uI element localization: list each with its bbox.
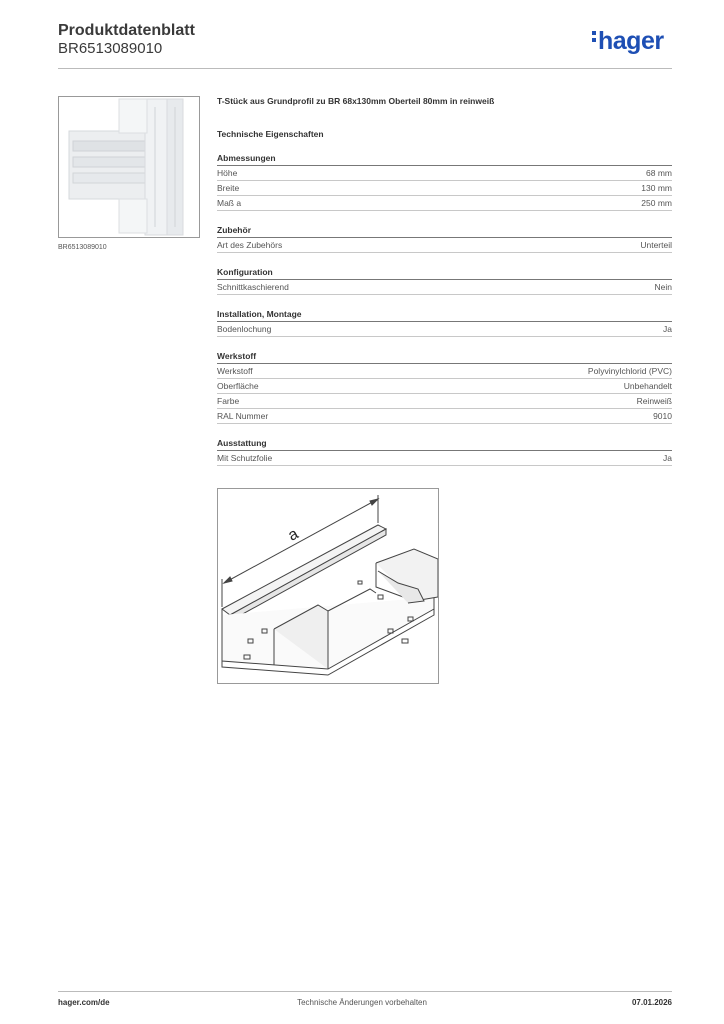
header-divider: [58, 68, 672, 69]
logo-text: hager: [598, 27, 664, 55]
spec-section-title: Abmessungen: [217, 153, 672, 166]
spec-value: 250 mm: [641, 198, 672, 208]
spec-label: Bodenlochung: [217, 324, 272, 334]
spec-section: [217, 438, 672, 466]
spec-section-title: Zubehör: [217, 225, 672, 238]
spec-label: Art des Zubehörs: [217, 240, 283, 250]
product-title: T-Stück aus Grundprofil zu BR 68x130mm Oberteil 80mm in reinweiß: [217, 96, 495, 106]
spec-row: [217, 196, 672, 211]
spec-section: [217, 309, 672, 337]
spec-section-title: Konfiguration: [217, 267, 672, 280]
spec-value: 68 mm: [646, 168, 672, 178]
spec-section-title: Installation, Montage: [217, 309, 672, 322]
hager-logo: [592, 27, 664, 56]
logo-dots-icon: [592, 31, 596, 45]
spec-section-title: Ausstattung: [217, 438, 672, 451]
spec-row: [217, 181, 672, 196]
spec-value: Polyvinylchlorid (PVC): [587, 366, 672, 376]
spec-label: Schnittkaschierend: [217, 282, 289, 292]
image-caption: BR6513089010: [58, 244, 107, 251]
spec-label: Breite: [217, 183, 240, 193]
product-details: [217, 96, 672, 497]
footer-disclaimer: Technische Änderungen vorbehalten: [297, 998, 427, 1007]
spec-label: Werkstoff: [217, 366, 253, 376]
spec-label: Farbe: [217, 396, 240, 406]
spec-section: [217, 351, 672, 424]
spec-section: [217, 225, 672, 253]
spec-value: 9010: [653, 411, 672, 421]
technical-properties-heading: Technische Eigenschaften: [217, 129, 324, 139]
spec-row: [217, 322, 672, 337]
footer-divider: [58, 991, 672, 992]
footer-website: hager.com/de: [58, 998, 110, 1007]
spec-row: [217, 280, 672, 295]
spec-label: RAL Nummer: [217, 411, 269, 421]
spec-label: Maß a: [217, 198, 242, 208]
product-image: [58, 96, 200, 238]
spec-section-title: Werkstoff: [217, 351, 672, 364]
technical-drawing: [217, 488, 439, 684]
spec-row: [217, 451, 672, 466]
product-photo-icon: [59, 97, 199, 237]
spec-row: [217, 394, 672, 409]
spec-row: [217, 238, 672, 253]
spec-value: Unterteil: [640, 240, 672, 250]
spec-row: [217, 379, 672, 394]
spec-section: [217, 153, 672, 211]
spec-label: Höhe: [217, 168, 238, 178]
page-title: Produktdatenblatt: [58, 22, 195, 39]
spec-label: Mit Schutzfolie: [217, 453, 273, 463]
spec-value: Reinweiß: [636, 396, 672, 406]
spec-row: [217, 364, 672, 379]
t-piece-drawing-icon: [218, 489, 438, 683]
spec-section: [217, 267, 672, 295]
spec-value: Ja: [663, 324, 672, 334]
spec-value: Nein: [654, 282, 672, 292]
spec-sections: [217, 153, 672, 466]
spec-value: Ja: [663, 453, 672, 463]
footer-date: 07.01.2026: [631, 998, 672, 1007]
article-number: BR6513089010: [58, 40, 163, 57]
spec-value: Unbehandelt: [623, 381, 672, 391]
spec-value: 130 mm: [641, 183, 672, 193]
dimension-label-a: a: [285, 525, 302, 545]
spec-label: Oberfläche: [217, 381, 259, 391]
spec-row: [217, 166, 672, 181]
spec-row: [217, 409, 672, 424]
